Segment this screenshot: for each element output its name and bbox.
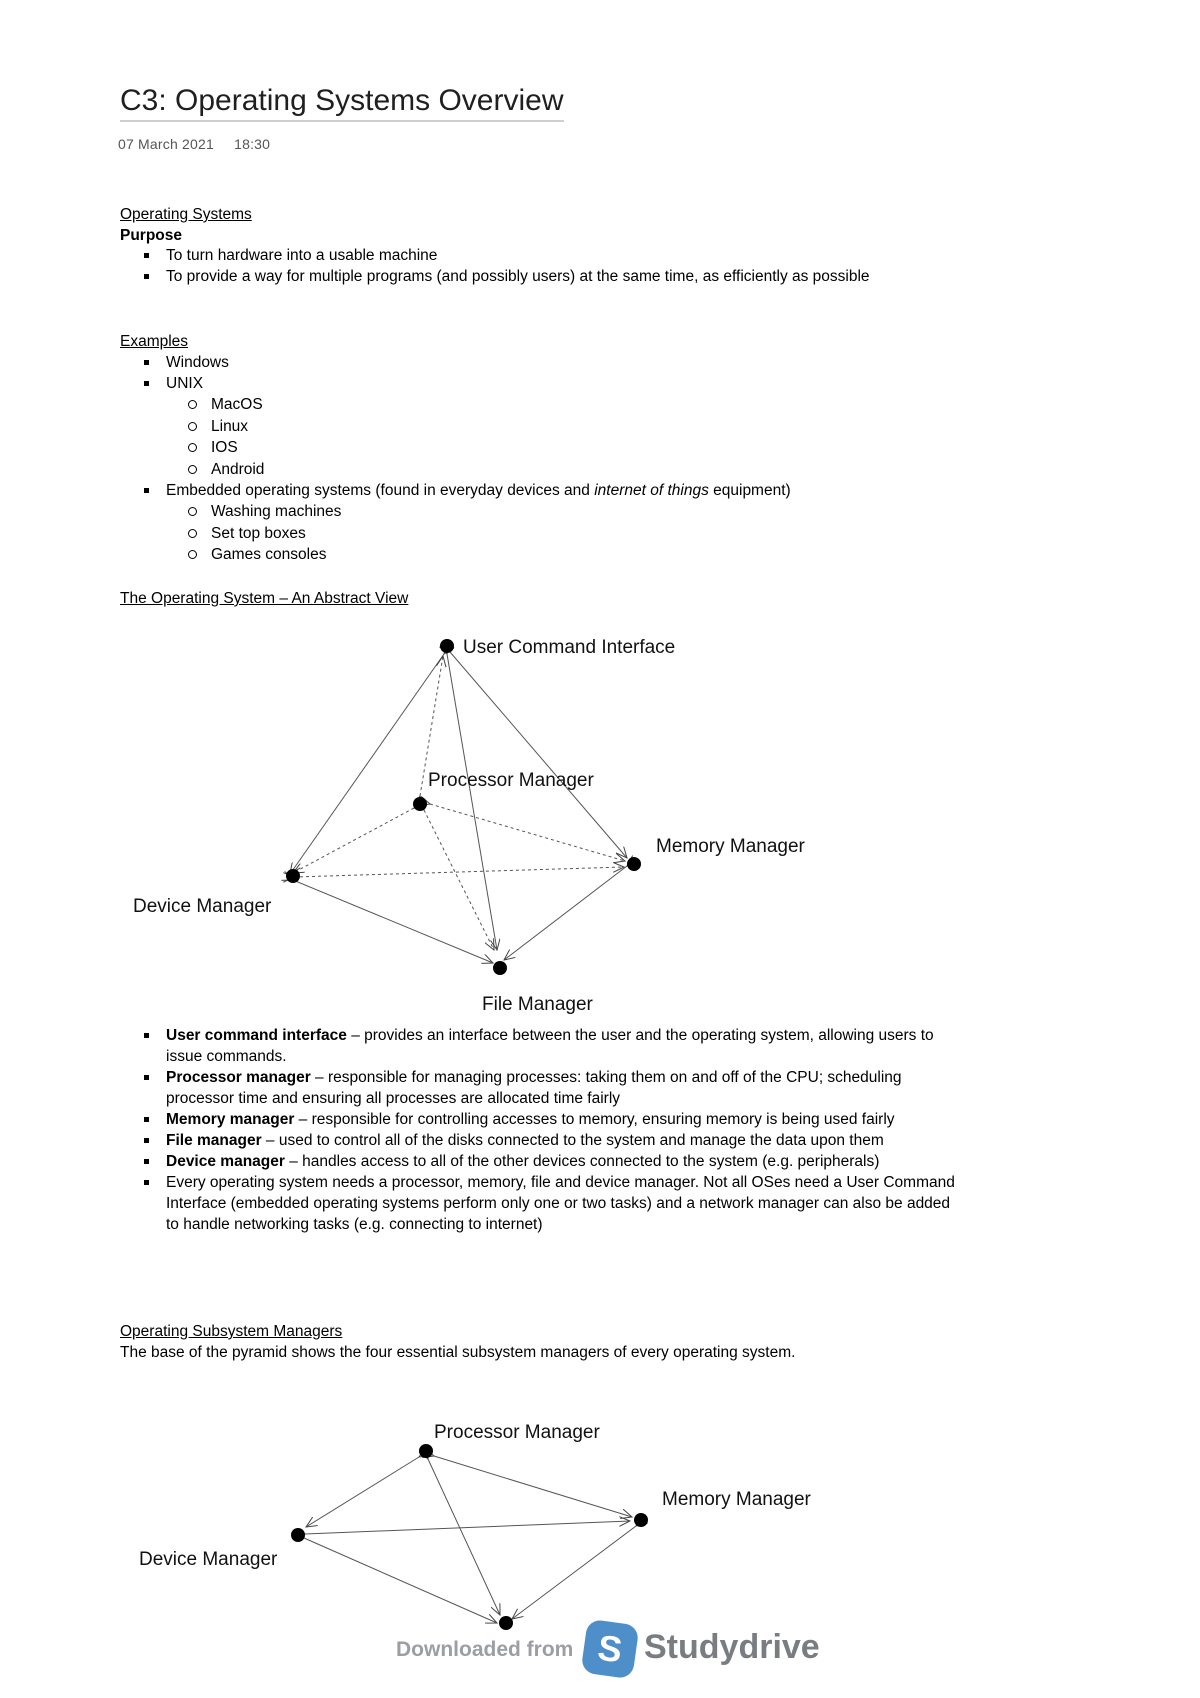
sub-list-item: MacOS [120, 394, 791, 416]
studydrive-logo-icon: S [580, 1619, 639, 1680]
subheading-purpose: Purpose [120, 227, 183, 244]
list-item: Device manager – handles access to all of the other devices connected to the system (e.g. peripherals) [120, 1151, 956, 1172]
term-device-manager: Device manager [166, 1153, 285, 1170]
edge-memory-file [504, 866, 627, 960]
node-processor-manager [419, 1444, 433, 1458]
node-memory-manager [634, 1513, 648, 1527]
term-memory-manager: Memory manager [166, 1111, 295, 1128]
section-heading-subsystem-managers: Operating Subsystem Managers [120, 1323, 343, 1340]
section-heading-abstract-view: The Operating System – An Abstract View [120, 590, 409, 607]
list-item: To provide a way for multiple programs (and possibly users) at the same time, as efficiently as possible [120, 266, 886, 287]
term-file-manager: File manager [166, 1132, 262, 1149]
managers-list [120, 1025, 955, 1235]
page-date: 07 March 2021 [118, 136, 214, 152]
purpose-list [120, 245, 886, 287]
edge-device-file [293, 880, 493, 963]
label-device-manager: Device Manager [133, 896, 272, 917]
sub-list-item: Set top boxes [120, 523, 791, 545]
node-device-manager [286, 869, 300, 883]
node-user-command-interface [440, 639, 454, 653]
list-item: User command interface – provides an interface between the user and the operating system, allowing users to issue commands. [120, 1025, 956, 1067]
edge-processor-memory [434, 1456, 632, 1517]
node-memory-manager [627, 857, 641, 871]
node-processor-manager [413, 797, 427, 811]
label-processor-manager: Processor Manager [428, 770, 594, 791]
list-item: Every operating system needs a processor, memory, file and device manager. Not all OSes need a User Command Interface (embedded operating systems perform only one or two tasks) and a network manager can also be added to handle networking tasks (e.g. connecting to internet) [120, 1172, 956, 1235]
edge-processor-device [293, 808, 414, 873]
sub-list-item: Washing machines [120, 501, 791, 523]
sub-list-item: Linux [120, 416, 791, 438]
edge-device-file [304, 1538, 497, 1623]
label-memory-manager: Memory Manager [662, 1489, 811, 1510]
edge-device-memory [294, 867, 624, 877]
term-processor-manager: Processor manager [166, 1069, 311, 1086]
list-item: Memory manager – responsible for controlling accesses to memory, ensuring memory is being used fairly [120, 1109, 956, 1130]
list-item: To turn hardware into a usable machine [120, 245, 886, 266]
examples-list [120, 352, 791, 566]
sub-list-item: IOS [120, 437, 791, 459]
label-file-manager: File Manager [482, 994, 593, 1015]
sub-list-item: Games consoles [120, 544, 791, 566]
list-item: Processor manager – responsible for managing processes: taking them on and off of the CPU; scheduling processor time and ensuring all processes are allocated time fairly [120, 1067, 956, 1109]
page-title: C3: Operating Systems Overview [120, 84, 564, 122]
list-item: Embedded operating systems (found in everyday devices and internet of things equipment) [120, 480, 791, 501]
page-timestamp [118, 136, 286, 152]
term-user-command-interface: User command interface [166, 1027, 347, 1044]
edge-memory-file [512, 1526, 636, 1619]
sub-list-item: Android [120, 459, 791, 481]
watermark-brand: Studydrive [644, 1628, 820, 1666]
label-memory-manager: Memory Manager [656, 836, 805, 857]
edge-uci-device [290, 654, 444, 874]
label-device-manager: Device Manager [139, 1549, 278, 1570]
studydrive-watermark [396, 1620, 846, 1680]
list-item: File manager – used to control all of the disks connected to the system and manage the data upon them [120, 1130, 956, 1151]
edge-device-memory [305, 1521, 630, 1534]
label-processor-manager: Processor Manager [434, 1422, 600, 1443]
watermark-prefix: Downloaded from [396, 1638, 574, 1661]
section-heading-examples: Examples [120, 333, 189, 350]
list-item: Windows [120, 352, 791, 373]
section-heading-operating-systems: Operating Systems [120, 206, 252, 223]
os-abstract-diagram [0, 620, 1200, 1020]
subsystem-description: The base of the pyramid shows the four essential subsystem managers of every operating system. [120, 1344, 796, 1361]
edge-processor-device [306, 1457, 419, 1527]
edge-processor-file [424, 810, 494, 950]
list-item: UNIX [120, 373, 791, 394]
page-time: 18:30 [234, 136, 271, 152]
label-user-command-interface: User Command Interface [463, 637, 676, 658]
node-device-manager [291, 1528, 305, 1542]
edge-processor-memory [430, 804, 625, 861]
node-file-manager [493, 961, 507, 975]
subsystem-diagram [0, 1405, 1200, 1635]
edge-processor-file [428, 1459, 500, 1615]
